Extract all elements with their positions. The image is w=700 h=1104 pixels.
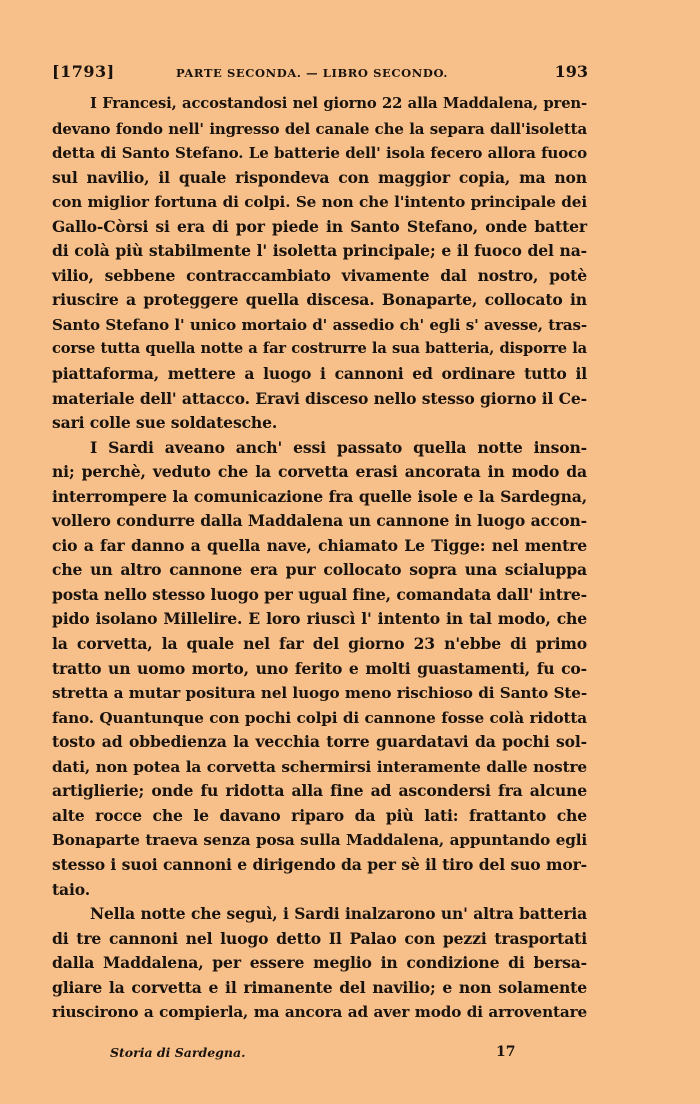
- text-line: riuscirono a compierla, ma ancora ad aver modo di arroventare: [52, 1003, 587, 1022]
- text-line: Nella notte che seguì, i Sardi inalzarono un' altra batteria: [90, 904, 587, 924]
- signature-mark: 17: [496, 1044, 516, 1060]
- text-line: ni; perchè, veduto che la corvetta erasi ancorata in modo da: [52, 462, 587, 482]
- text-line: sari colle sue soldatesche.: [52, 413, 278, 433]
- text-line: posta nello stesso luogo per ugual fine, comandata dall' intre-: [52, 584, 587, 604]
- text-line: gliare la corvetta e il rimanente del navilio; e non solamente: [52, 977, 587, 997]
- text-line: tosto ad obbedienza la vecchia torre guardatavi da pochi sol-: [52, 732, 587, 752]
- text-line: Gallo-Còrsi si era di por piede in Santo Stefano, onde batter: [52, 216, 587, 236]
- text-line: vilio, sebbene contraccambiato vivamente dal nostro, potè: [52, 265, 587, 285]
- text-line: dalla Maddalena, per essere meglio in condizione di bersa-: [52, 953, 587, 973]
- text-line: devano fondo nell' ingresso del canale che la separa dall'isoletta: [52, 119, 587, 138]
- text-line: piattaforma, mettere a luogo i cannoni ed ordinare tutto il: [52, 364, 587, 384]
- text-line: cio a far danno a quella nave, chiamato Le Tigge: nel mentre: [52, 535, 587, 555]
- footer-book-title: Storia di Sardegna.: [110, 1045, 246, 1060]
- text-line: la corvetta, la quale nel far del giorno 23 n'ebbe di primo: [52, 634, 587, 654]
- text-line: Bonaparte traeva senza posa sulla Maddalena, appuntando egli: [52, 831, 587, 850]
- header-year: [1793]: [52, 62, 115, 81]
- text-line: pido isolano Millelire. E loro riuscì l' intento in tal modo, che: [52, 609, 587, 629]
- running-header: [52, 62, 588, 86]
- text-line: di colà più stabilmente l' isoletta principale; e il fuoco del na-: [52, 241, 587, 261]
- header-title: PARTE SECONDA. — LIBRO SECONDO.: [176, 66, 449, 80]
- text-line: interrompere la comunicazione fra quelle isole e la Sardegna,: [52, 486, 587, 506]
- text-line: con miglior fortuna di colpi. Se non che l'intento principale dei: [52, 193, 587, 212]
- text-line: alte rocce che le davano riparo da più lati: frattanto che: [52, 805, 587, 825]
- text-line: tratto un uomo morto, uno ferito e molti guastamenti, fu co-: [52, 658, 587, 678]
- page-footer: [110, 1045, 520, 1067]
- text-line: stesso i suoi cannoni e dirigendo da per sè il tiro del suo mor-: [52, 854, 587, 874]
- text-line: taio.: [52, 879, 91, 899]
- text-line: detta di Santo Stefano. Le batterie dell' isola fecero allora fuoco: [52, 144, 587, 163]
- text-line: I Sardi aveano anch' essi passato quella notte inson-: [90, 437, 587, 457]
- text-line: materiale dell' attacco. Eravi disceso nello stesso giorno il Ce-: [52, 388, 587, 408]
- text-line: artiglierie; onde fu ridotta alla fine ad ascondersi fra alcune: [52, 781, 587, 801]
- text-line: corse tutta quella notte a far costrurre la sua batteria, disporre la: [52, 340, 587, 358]
- text-line: di tre cannoni nel luogo detto Il Palao con pezzi trasportati: [52, 928, 587, 948]
- text-line: dati, non potea la corvetta schermirsi interamente dalle nostre: [52, 757, 587, 776]
- text-line: stretta a mutar positura nel luogo meno rischioso di Santo Ste-: [52, 684, 587, 703]
- text-line: sul navilio, il quale rispondeva con maggior copia, ma non: [52, 167, 587, 187]
- text-line: che un altro cannone era pur collocato sopra una scialuppa: [52, 560, 587, 580]
- body-text: [52, 92, 587, 1025]
- text-line: I Francesi, accostandosi nel giorno 22 alla Maddalena, pren-: [90, 95, 587, 112]
- text-line: riuscire a proteggere quella discesa. Bonaparte, collocato in: [52, 290, 587, 310]
- text-line: fano. Quantunque con pochi colpi di cannone fosse colà ridotta: [52, 708, 587, 727]
- text-line: vollero condurre dalla Maddalena un cannone in luogo accon-: [52, 511, 587, 531]
- text-line: Santo Stefano l' unico mortaio d' assedio ch' egli s' avesse, tras-: [52, 315, 587, 334]
- page-number: 193: [554, 62, 588, 81]
